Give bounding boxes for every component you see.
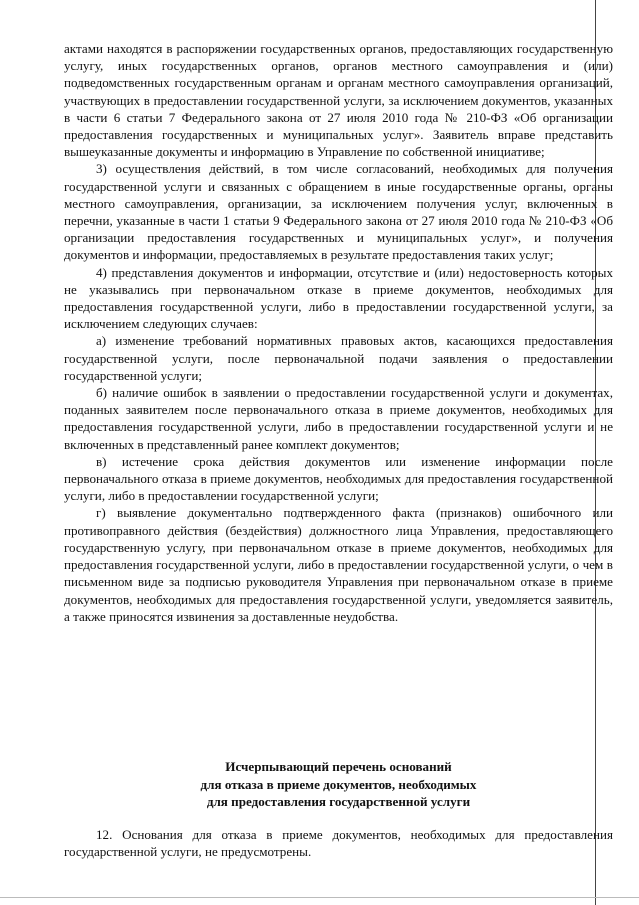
paragraph-subitem-a: а) изменение требований нормативных правовых актов, касающихся предоставления государственной услуги, после первоначальной подачи заявления о предоставлении государственной услуги;	[64, 333, 613, 383]
paragraph-subitem-v: в) истечение срока действия документов или изменение информации после первоначального отказа в приеме документов, необходимых для предоставления государственной услуги, либо в предоставлении государственной услуги;	[64, 453, 613, 504]
paragraph-subitem-b: б) наличие ошибок в заявлении о предоставлении государственной услуги и документах, поданных заявителем после первоначального отказа в приеме документов, необходимых для предоставления государственной услуги, либо в предоставлении государственной услуги и не включенных в представленный ранее комплект документов;	[64, 385, 613, 452]
paragraph-item-3: 3) осуществления действий, в том числе согласований, необходимых для получения государственной услуги и связанных с обращением в иные государственные органы, органы местного самоуправления, организации, за исключением получения услуг, включенных в перечни, указанные в части 1 статьи 9 Федерального закона от 27 июля 2010 года № 210-ФЗ «Об организации предоставления государственных и муниципальных услуг», и получения документов и информации, предоставляемых в результате предоставления таких услуг;	[64, 161, 613, 263]
heading-line-1: Исчерпывающий перечень оснований	[225, 759, 452, 774]
paragraph-item-12: 12. Основания для отказа в приеме документов, необходимых для предоставления государственной услуги, не предусмотрены.	[64, 827, 613, 860]
heading-line-2: для отказа в приеме документов, необходимых	[200, 776, 477, 792]
section-heading	[64, 758, 613, 811]
paragraph-subitem-g: г) выявление документально подтвержденного факта (признаков) ошибочного или противоправного действия (бездействия) должностного лица Управления, предоставляющего государственную услугу, при первоначальном отказе в приеме документов, необходимых для предоставления государственной услуги, либо в предоставлении государственной услуги, о чем в письменном виде за подписью руководителя Управления при первоначальном отказе в приеме документов, необходимых для предоставления государственной услуги, уведомляется заявитель, а также приносятся извинения за доставленные неудобства.	[64, 505, 613, 624]
paragraph-continued: актами находятся в распоряжении государственных органов, предоставляющих государственную услугу, иных государственных органов, органов местного самоуправления и (или) подведомственных государственным органам и органам местного самоуправления организаций, участвующих в предоставлении государственной услуги, за исключением документов, указанных в части 6 статьи 7 Федерального закона от 27 июля 2010 года № 210-ФЗ «Об организации предоставления государственных и муниципальных услуг». Заявитель вправе представить вышеуказанные документы и информацию в Управление по собственной инициативе;	[64, 41, 613, 160]
final-text	[64, 826, 613, 860]
body-text	[64, 40, 613, 625]
paragraph-item-4: 4) представления документов и информации, отсутствие и (или) недостоверность которых не указывались при первоначальном отказе в приеме документов, необходимых для предоставления государственной услуги, либо в предоставлении государственной услуги, за исключением следующих случаев:	[64, 264, 613, 332]
bottom-rule	[0, 897, 639, 898]
heading-line-3: для предоставления государственной услуги	[206, 794, 471, 809]
